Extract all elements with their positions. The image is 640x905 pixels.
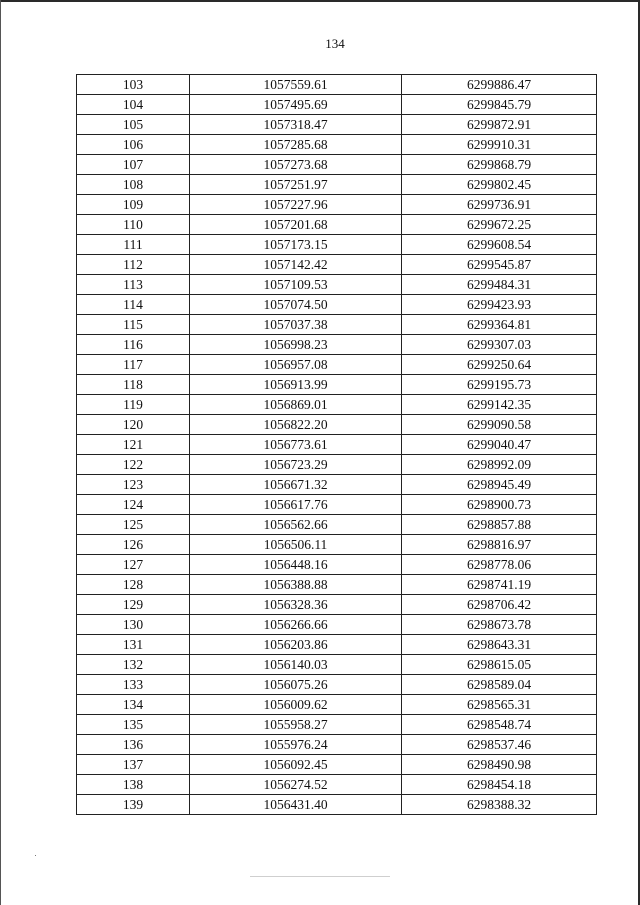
point-number-cell: 126 xyxy=(77,535,190,555)
x-coordinate-cell: 1055958.27 xyxy=(190,715,402,735)
point-number-cell: 112 xyxy=(77,255,190,275)
x-coordinate-cell: 1057173.15 xyxy=(190,235,402,255)
x-coordinate-cell: 1057201.68 xyxy=(190,215,402,235)
table-row xyxy=(77,415,597,435)
y-coordinate-cell: 6299195.73 xyxy=(402,375,597,395)
table-row xyxy=(77,215,597,235)
table-row xyxy=(77,235,597,255)
table-row xyxy=(77,375,597,395)
point-number-cell: 115 xyxy=(77,315,190,335)
point-number-cell: 108 xyxy=(77,175,190,195)
scan-edge-left xyxy=(0,0,1,905)
x-coordinate-cell: 1056998.23 xyxy=(190,335,402,355)
y-coordinate-cell: 6299736.91 xyxy=(402,195,597,215)
x-coordinate-cell: 1057559.61 xyxy=(190,75,402,95)
point-number-cell: 122 xyxy=(77,455,190,475)
y-coordinate-cell: 6299672.25 xyxy=(402,215,597,235)
y-coordinate-cell: 6298945.49 xyxy=(402,475,597,495)
x-coordinate-cell: 1056562.66 xyxy=(190,515,402,535)
point-number-cell: 117 xyxy=(77,355,190,375)
point-number-cell: 114 xyxy=(77,295,190,315)
table-row xyxy=(77,475,597,495)
point-number-cell: 119 xyxy=(77,395,190,415)
point-number-cell: 134 xyxy=(77,695,190,715)
x-coordinate-cell: 1056617.76 xyxy=(190,495,402,515)
x-coordinate-cell: 1056203.86 xyxy=(190,635,402,655)
table-row xyxy=(77,515,597,535)
y-coordinate-cell: 6298589.04 xyxy=(402,675,597,695)
y-coordinate-cell: 6298615.05 xyxy=(402,655,597,675)
y-coordinate-cell: 6299608.54 xyxy=(402,235,597,255)
y-coordinate-cell: 6298706.42 xyxy=(402,595,597,615)
x-coordinate-cell: 1056448.16 xyxy=(190,555,402,575)
y-coordinate-cell: 6298565.31 xyxy=(402,695,597,715)
y-coordinate-cell: 6298900.73 xyxy=(402,495,597,515)
y-coordinate-cell: 6298643.31 xyxy=(402,635,597,655)
point-number-cell: 137 xyxy=(77,755,190,775)
x-coordinate-cell: 1056957.08 xyxy=(190,355,402,375)
table-row xyxy=(77,695,597,715)
y-coordinate-cell: 6299423.93 xyxy=(402,295,597,315)
y-coordinate-cell: 6299910.31 xyxy=(402,135,597,155)
scan-speck xyxy=(250,876,390,877)
point-number-cell: 110 xyxy=(77,215,190,235)
y-coordinate-cell: 6299142.35 xyxy=(402,395,597,415)
table-row xyxy=(77,775,597,795)
x-coordinate-cell: 1056388.88 xyxy=(190,575,402,595)
x-coordinate-cell: 1057109.53 xyxy=(190,275,402,295)
table-row xyxy=(77,195,597,215)
x-coordinate-cell: 1056266.66 xyxy=(190,615,402,635)
point-number-cell: 113 xyxy=(77,275,190,295)
x-coordinate-cell: 1057227.96 xyxy=(190,195,402,215)
y-coordinate-cell: 6298992.09 xyxy=(402,455,597,475)
y-coordinate-cell: 6298388.32 xyxy=(402,795,597,815)
table-row xyxy=(77,735,597,755)
x-coordinate-cell: 1056431.40 xyxy=(190,795,402,815)
y-coordinate-cell: 6299545.87 xyxy=(402,255,597,275)
point-number-cell: 107 xyxy=(77,155,190,175)
y-coordinate-cell: 6298741.19 xyxy=(402,575,597,595)
y-coordinate-cell: 6298537.46 xyxy=(402,735,597,755)
x-coordinate-cell: 1057037.38 xyxy=(190,315,402,335)
point-number-cell: 139 xyxy=(77,795,190,815)
table-row xyxy=(77,95,597,115)
table-row xyxy=(77,175,597,195)
table-row xyxy=(77,275,597,295)
y-coordinate-cell: 6298673.78 xyxy=(402,615,597,635)
x-coordinate-cell: 1057273.68 xyxy=(190,155,402,175)
table-row xyxy=(77,75,597,95)
x-coordinate-cell: 1057251.97 xyxy=(190,175,402,195)
point-number-cell: 131 xyxy=(77,635,190,655)
table-row xyxy=(77,315,597,335)
table-row xyxy=(77,535,597,555)
point-number-cell: 135 xyxy=(77,715,190,735)
y-coordinate-cell: 6299886.47 xyxy=(402,75,597,95)
table-row xyxy=(77,135,597,155)
x-coordinate-cell: 1056328.36 xyxy=(190,595,402,615)
y-coordinate-cell: 6299040.47 xyxy=(402,435,597,455)
y-coordinate-cell: 6299845.79 xyxy=(402,95,597,115)
point-number-cell: 132 xyxy=(77,655,190,675)
point-number-cell: 118 xyxy=(77,375,190,395)
point-number-cell: 120 xyxy=(77,415,190,435)
x-coordinate-cell: 1056671.32 xyxy=(190,475,402,495)
x-coordinate-cell: 1056869.01 xyxy=(190,395,402,415)
point-number-cell: 109 xyxy=(77,195,190,215)
x-coordinate-cell: 1057142.42 xyxy=(190,255,402,275)
x-coordinate-cell: 1057318.47 xyxy=(190,115,402,135)
x-coordinate-cell: 1056140.03 xyxy=(190,655,402,675)
point-number-cell: 129 xyxy=(77,595,190,615)
x-coordinate-cell: 1057285.68 xyxy=(190,135,402,155)
point-number-cell: 127 xyxy=(77,555,190,575)
point-number-cell: 125 xyxy=(77,515,190,535)
x-coordinate-cell: 1056075.26 xyxy=(190,675,402,695)
x-coordinate-cell: 1056773.61 xyxy=(190,435,402,455)
y-coordinate-cell: 6299307.03 xyxy=(402,335,597,355)
y-coordinate-cell: 6299802.45 xyxy=(402,175,597,195)
point-number-cell: 136 xyxy=(77,735,190,755)
table-row xyxy=(77,555,597,575)
table-row xyxy=(77,295,597,315)
table-row xyxy=(77,255,597,275)
point-number-cell: 103 xyxy=(77,75,190,95)
y-coordinate-cell: 6298454.18 xyxy=(402,775,597,795)
y-coordinate-cell: 6299364.81 xyxy=(402,315,597,335)
y-coordinate-cell: 6298857.88 xyxy=(402,515,597,535)
table-row xyxy=(77,575,597,595)
x-coordinate-cell: 1056822.20 xyxy=(190,415,402,435)
y-coordinate-cell: 6298490.98 xyxy=(402,755,597,775)
x-coordinate-cell: 1056274.52 xyxy=(190,775,402,795)
table-row xyxy=(77,355,597,375)
y-coordinate-cell: 6299484.31 xyxy=(402,275,597,295)
table-row xyxy=(77,455,597,475)
table-row xyxy=(77,795,597,815)
table-row xyxy=(77,115,597,135)
point-number-cell: 105 xyxy=(77,115,190,135)
table-row xyxy=(77,655,597,675)
x-coordinate-cell: 1056009.62 xyxy=(190,695,402,715)
y-coordinate-cell: 6299090.58 xyxy=(402,415,597,435)
coordinates-table-body xyxy=(77,75,597,815)
table-row xyxy=(77,755,597,775)
y-coordinate-cell: 6299250.64 xyxy=(402,355,597,375)
coordinates-table xyxy=(76,74,597,815)
table-row xyxy=(77,495,597,515)
point-number-cell: 138 xyxy=(77,775,190,795)
table-row xyxy=(77,715,597,735)
y-coordinate-cell: 6298816.97 xyxy=(402,535,597,555)
table-row xyxy=(77,155,597,175)
table-row xyxy=(77,335,597,355)
point-number-cell: 104 xyxy=(77,95,190,115)
table-row xyxy=(77,595,597,615)
table-row xyxy=(77,615,597,635)
x-coordinate-cell: 1057495.69 xyxy=(190,95,402,115)
page-number: 134 xyxy=(325,36,345,51)
x-coordinate-cell: 1056506.11 xyxy=(190,535,402,555)
table-row xyxy=(77,675,597,695)
point-number-cell: 116 xyxy=(77,335,190,355)
point-number-cell: 106 xyxy=(77,135,190,155)
y-coordinate-cell: 6299872.91 xyxy=(402,115,597,135)
x-coordinate-cell: 1056092.45 xyxy=(190,755,402,775)
point-number-cell: 124 xyxy=(77,495,190,515)
point-number-cell: 121 xyxy=(77,435,190,455)
point-number-cell: 133 xyxy=(77,675,190,695)
point-number-cell: 111 xyxy=(77,235,190,255)
y-coordinate-cell: 6298778.06 xyxy=(402,555,597,575)
y-coordinate-cell: 6299868.79 xyxy=(402,155,597,175)
table-row xyxy=(77,395,597,415)
x-coordinate-cell: 1057074.50 xyxy=(190,295,402,315)
point-number-cell: 128 xyxy=(77,575,190,595)
table-row xyxy=(77,635,597,655)
point-number-cell: 123 xyxy=(77,475,190,495)
scan-speck xyxy=(35,855,36,856)
x-coordinate-cell: 1056723.29 xyxy=(190,455,402,475)
point-number-cell: 130 xyxy=(77,615,190,635)
x-coordinate-cell: 1056913.99 xyxy=(190,375,402,395)
x-coordinate-cell: 1055976.24 xyxy=(190,735,402,755)
y-coordinate-cell: 6298548.74 xyxy=(402,715,597,735)
table-row xyxy=(77,435,597,455)
scan-edge-top xyxy=(0,0,640,2)
